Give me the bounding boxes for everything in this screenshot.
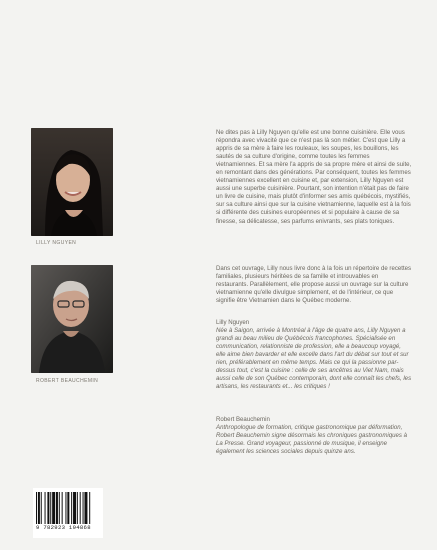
robert-beauchemin-photo (31, 265, 113, 373)
lilly-nguyen-caption: LILLY NGUYEN (36, 240, 77, 246)
robert-beauchemin-bio-name: Robert Beauchemin (216, 416, 270, 423)
isbn-barcode (33, 488, 103, 538)
robert-beauchemin-bio-text: Anthropologue de formation, critique gastronomique par déformation, Robert Beauchemin signe désormais les chroniques gastronomiques à La Presse. Grand voyageur, passionné de musique, il enseigne également les sciences sociales depuis quinze ans. (216, 424, 408, 456)
robert-beauchemin-caption: ROBERT BEAUCHEMIN (36, 378, 99, 384)
intro-paragraph-2-text: Dans cet ouvrage, Lilly nous livre donc à la fois un répertoire de recettes familiales, plusieurs héritées de sa famille et introuvables en restaurants. Parallèlement, elle propose aussi un ouvrage sur la culture vietnamienne qu'elle divulgue simplement, et de l'intérieur, ce que signifie être Vietnamien dans le Québec moderne. (216, 265, 412, 305)
isbn-number: 9 782923 194868 (36, 524, 91, 531)
lilly-nguyen-bio-text: Née à Saigon, arrivée à Montréal à l'âge de quatre ans, Lilly Nguyen a grandi au beau milieu de Québécois francophones. Spécialisée en communication, relationniste de profession, elle a beaucoup voyagé, elle aime bien bavarder et elle excelle dans l'art du débat sur tout et sur rien, préférablement en même temps. Mais ce qui la passionne par-dessus tout, c'est la cuisine : celle de ses ancêtres au Viet Nam, mais aussi celle de son Québec contemporain, dont elle connaît les chefs, les artisans, les restaurants et... les critiques ! (216, 327, 412, 391)
intro-paragraph-1 (216, 129, 412, 226)
robert-beauchemin-bio (216, 416, 412, 456)
barcode-bars (36, 492, 100, 524)
lilly-nguyen-photo (31, 128, 113, 236)
lilly-nguyen-bio (216, 319, 412, 391)
intro-paragraph-2 (216, 265, 412, 305)
intro-paragraph-1-text: Ne dites pas à Lilly Nguyen qu'elle est une bonne cuisinière. Elle vous répondra avec vivacité que ce n'est pas là son métier. C'est que Lilly a appris de sa mère à faire les rouleaux, les soupes, les bouillons, les sautés de sa culture d'origine, comme toutes les femmes vietnamiennes. Et sa mère l'a appris de sa propre mère et ainsi de suite, en remontant dans des générations. Par conséquent, toutes les femmes vietnamiennes excellent en cuisine et, par extension, Lilly Nguyen est aussi une superbe cuisinière. Pourtant, son intention n'était pas de faire un livre de cuisine, mais plutôt d'informer ses amis québécois, mystifiés, sur sa culture ainsi que sur la cuisine vietnamienne, laquelle est à la fois si différente des cuisines européennes et si populaire à cause de sa finesse, sa délicatesse, ses parfums enivrants, ses plats toniques. (216, 129, 412, 225)
lilly-nguyen-bio-name: Lilly Nguyen (216, 319, 250, 326)
